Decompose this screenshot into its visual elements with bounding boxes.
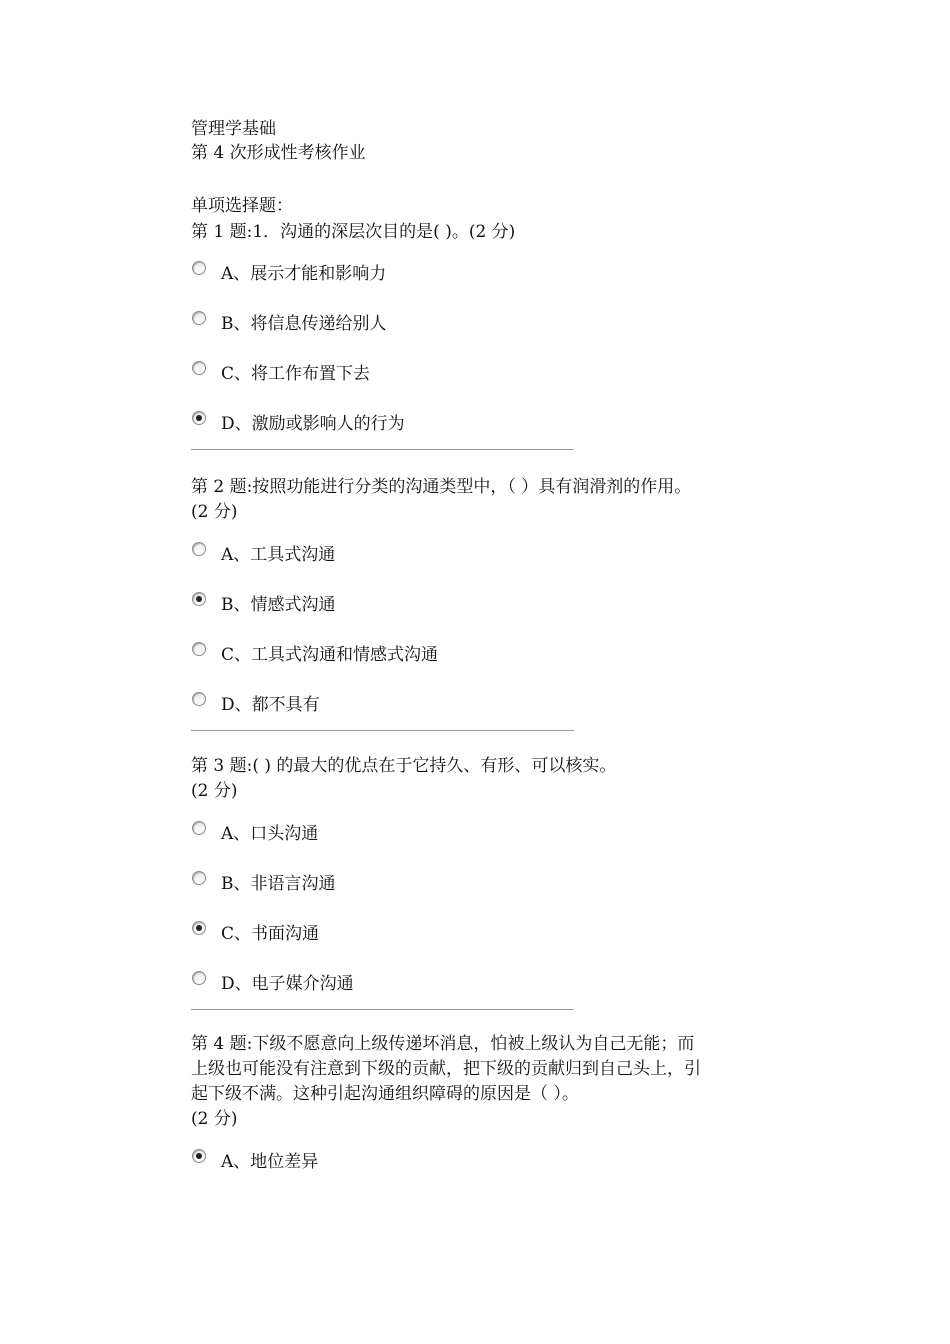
option-label: A、地位差异 [221,1152,319,1172]
option-label: B、将信息传递给别人 [221,314,387,334]
question-1-option-c[interactable] [191,361,771,411]
question-3-option-a[interactable] [191,821,771,871]
question-1-text: 第 1 题:1．沟通的深层次目的是( )。(2 分) [191,222,516,242]
course-title: 管理学基础 [191,119,276,139]
option-label: A、展示才能和影响力 [221,264,387,284]
question-4-text-line-2: 上级也可能没有注意到下级的贡献，把下级的贡献归到自己头上，引 [191,1059,701,1079]
question-2-option-c[interactable] [191,642,771,692]
question-4-text-line-1: 第 4 题:下级不愿意向上级传递坏消息，怕被上级认为自己无能；而 [191,1034,695,1054]
option-label: D、都不具有 [221,695,320,715]
option-label: D、电子媒介沟通 [221,974,354,994]
radio-icon[interactable] [192,311,206,325]
question-1-option-b[interactable] [191,311,771,361]
radio-icon[interactable] [192,261,206,275]
option-label: B、情感式沟通 [221,595,336,615]
radio-icon[interactable] [192,971,206,985]
radio-selected-icon[interactable] [192,921,206,935]
option-label: D、激励或影响人的行为 [221,414,405,434]
radio-selected-icon[interactable] [192,411,206,425]
radio-icon[interactable] [192,871,206,885]
section-heading: 单项选择题： [191,196,293,216]
radio-icon[interactable] [192,821,206,835]
question-2-option-b[interactable] [191,592,771,642]
assignment-title: 第 4 次形成性考核作业 [191,143,366,163]
question-3-score: (2 分) [191,781,238,801]
divider [191,449,574,450]
divider [191,730,574,731]
question-3-option-d[interactable] [191,971,771,1009]
question-3-option-b[interactable] [191,871,771,921]
radio-icon[interactable] [192,692,206,706]
option-label: C、工具式沟通和情感式沟通 [221,645,439,665]
radio-icon[interactable] [192,542,206,556]
option-label: A、工具式沟通 [221,545,336,565]
question-2-score: (2 分) [191,502,238,522]
question-1 [191,220,771,450]
question-2 [191,475,771,731]
option-label: A、口头沟通 [221,824,319,844]
option-label: C、书面沟通 [221,924,320,944]
question-1-option-a[interactable] [191,261,771,311]
option-label: B、非语言沟通 [221,874,336,894]
radio-icon[interactable] [192,361,206,375]
option-label: C、将工作布置下去 [221,364,371,384]
question-3-option-c[interactable] [191,921,771,971]
radio-selected-icon[interactable] [192,1149,206,1163]
question-4-text-line-3: 起下级不满。这种引起沟通组织障碍的原因是（ ）。 [191,1084,579,1104]
radio-icon[interactable] [192,642,206,656]
question-4-score: (2 分) [191,1109,238,1129]
question-2-text: 第 2 题:按照功能进行分类的沟通类型中，（ ）具有润滑剂的作用。 [191,477,692,497]
divider [191,1009,574,1010]
question-3 [191,754,771,1010]
question-4 [191,1032,771,1199]
question-2-option-d[interactable] [191,692,771,730]
question-1-option-d[interactable] [191,411,771,449]
question-4-option-a[interactable] [191,1149,771,1199]
radio-selected-icon[interactable] [192,592,206,606]
question-3-text: 第 3 题:( ) 的最大的优点在于它持久、有形、可以核实。 [191,756,617,776]
question-2-option-a[interactable] [191,542,771,592]
